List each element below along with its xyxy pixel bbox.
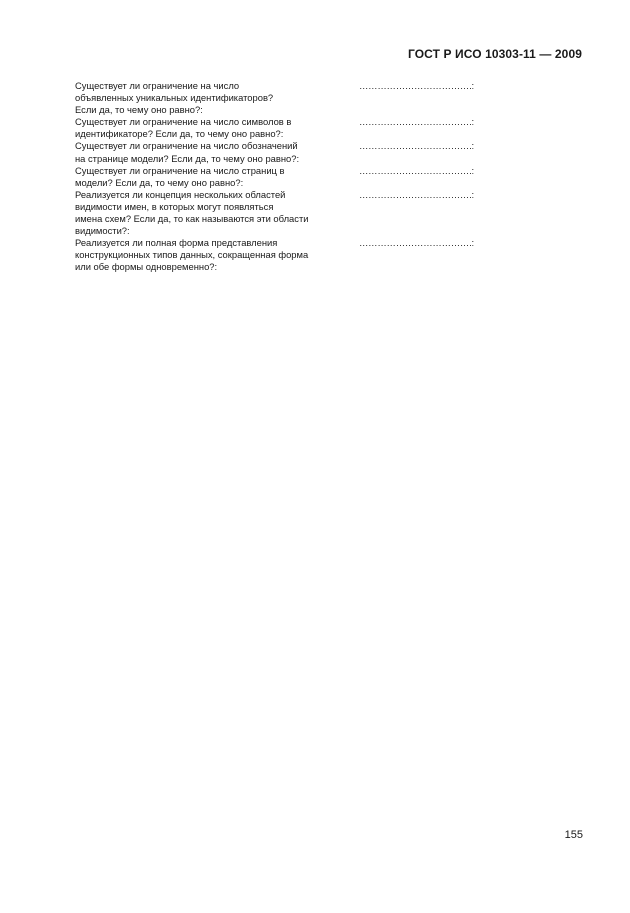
- questionnaire: [75, 80, 555, 274]
- question-text: Существует ли ограничение на число страниц в модели? Если да, то чему оно равно?:: [75, 164, 285, 188]
- page-number: 155: [564, 829, 583, 841]
- answer-blank: ……………………………….:: [359, 80, 474, 91]
- question-item: [75, 237, 555, 273]
- question-text: Реализуется ли полная форма представления конструкционных типов данных, сокращенная форма или обе формы одновременно?:: [75, 237, 309, 273]
- answer-blank: ……………………………….:: [359, 140, 474, 152]
- question-item: [75, 140, 555, 164]
- answer-blank: ……………………………….:: [359, 237, 474, 249]
- answer-blank: ……………………………….:: [359, 188, 474, 200]
- answer-blank: ……………………………….:: [359, 116, 474, 128]
- question-text: Существует ли ограничение на число объявленных уникальных идентификаторов? Если да, то чему оно равно?:: [75, 80, 274, 116]
- question-item: [75, 116, 555, 140]
- question-item: [75, 80, 555, 116]
- question-text: Реализуется ли концепция нескольких областей видимости имен, в которых могут появляться имена схем? Если да, то как называются эти области видимости?:: [75, 188, 309, 237]
- question-item: [75, 189, 555, 237]
- question-text: Существует ли ограничение на число обозначений на странице модели? Если да, то чему оно равно?:: [75, 140, 300, 164]
- question-item: [75, 165, 555, 189]
- question-text: Существует ли ограничение на число символов в идентификаторе? Если да, то чему оно равно?:: [75, 116, 292, 140]
- standard-designation: ГОСТ Р ИСО 10303-11 — 2009: [407, 47, 582, 61]
- answer-blank: ……………………………….:: [359, 164, 474, 176]
